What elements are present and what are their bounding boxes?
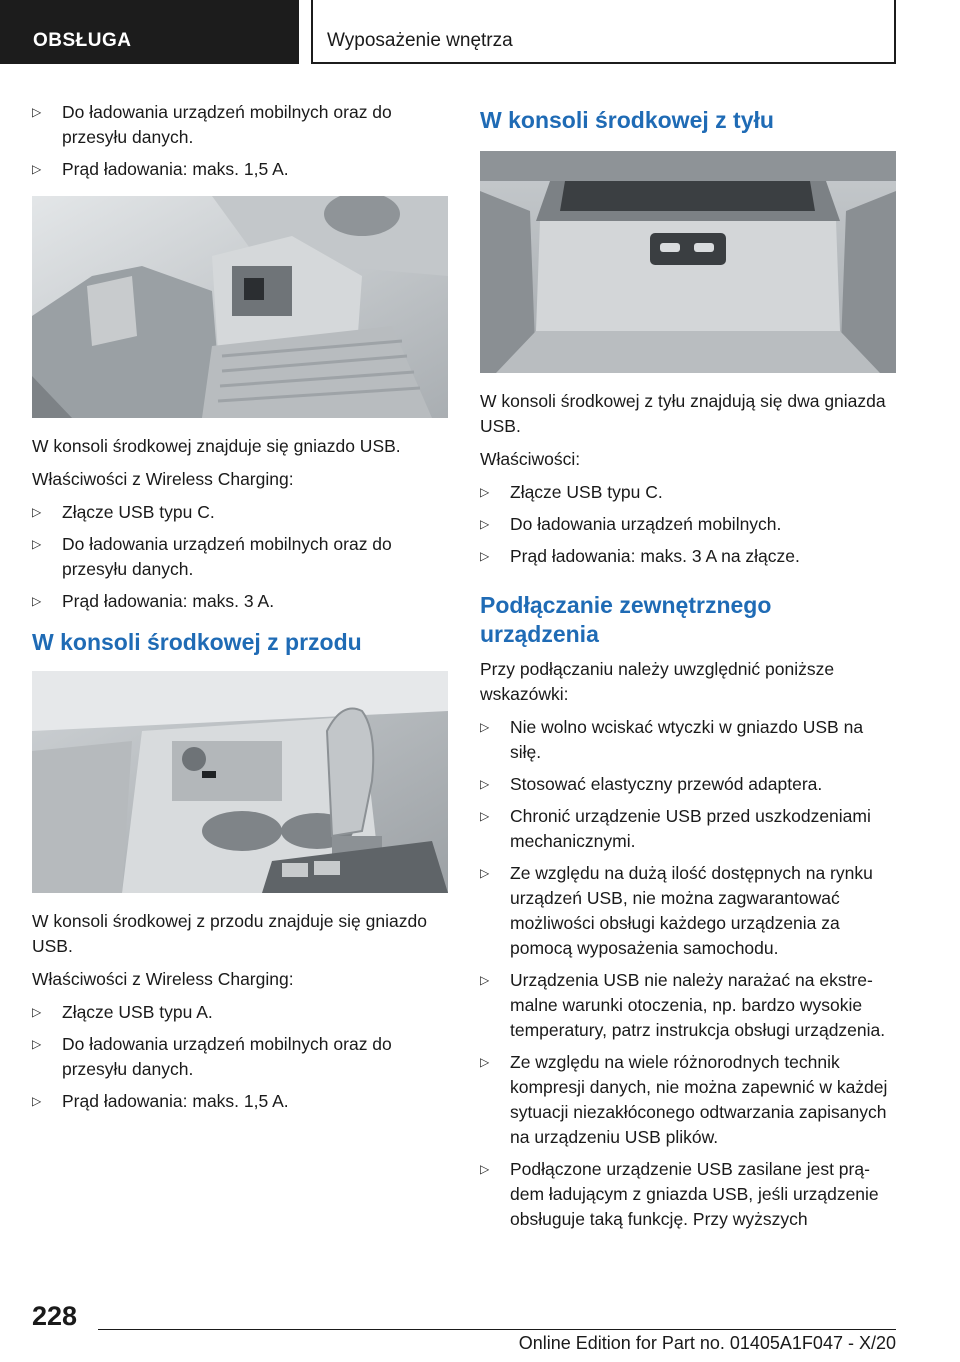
list-item: ▷ Prąd ładowania: maks. 1,5 A.: [32, 157, 448, 182]
triangle-bullet-icon: ▷: [480, 485, 490, 499]
list-item: ▷ Prąd ładowania: maks. 1,5 A.: [32, 1089, 448, 1114]
triangle-bullet-icon: ▷: [32, 537, 42, 551]
triangle-bullet-icon: ▷: [480, 517, 490, 531]
triangle-bullet-icon: ▷: [480, 720, 490, 734]
triangle-bullet-icon: ▷: [480, 549, 490, 563]
list-item: ▷ Do ładowania urządzeń mobilnych oraz do przesyłu danych.: [32, 102, 392, 147]
list-item: ▷ Chronić urządzenie USB przed uszkodzeniami mechanicznymi.: [480, 806, 871, 851]
triangle-bullet-icon: ▷: [480, 1055, 490, 1069]
list-item: ▷ Do ładowania urządzeń mobilnych oraz do przesyłu danych.: [32, 1034, 392, 1079]
list-item: ▷ Złącze USB typu A.: [32, 1000, 448, 1025]
right-column: [480, 100, 896, 1239]
triangle-bullet-icon: ▷: [480, 1162, 490, 1176]
triangle-bullet-icon: ▷: [32, 1005, 42, 1019]
triangle-bullet-icon: ▷: [32, 1037, 42, 1051]
paragraph: W konsoli środkowej z przodu znajduje się gniazdo USB.: [32, 911, 427, 956]
list-item: ▷ Do ładowania urządzeń mobilnych.: [480, 512, 896, 537]
front-console-usb-figure: [32, 671, 448, 893]
list-item: ▷ Prąd ładowania: maks. 3 A.: [32, 589, 448, 614]
bullet-list-front-properties: [32, 1000, 448, 1114]
list-item: ▷ Stosować elastyczny przewód adaptera.: [480, 772, 896, 797]
triangle-bullet-icon: ▷: [32, 505, 42, 519]
list-item: ▷ Złącze USB typu C.: [32, 500, 448, 525]
section-heading-rear: W konsoli środkowej z tyłu: [480, 107, 774, 133]
center-console-usb-figure: [32, 196, 448, 418]
footer-divider: [98, 1329, 896, 1330]
paragraph: Właściwości z Wireless Charging:: [32, 969, 294, 989]
bullet-list-properties: [32, 500, 448, 614]
list-item: ▷ Podłączone urządzenie USB zasilane jest prądem ładującym z gniazda USB, jeśli urządzenie obsługuje taką funkcję. Przy wyższych: [480, 1159, 879, 1229]
paragraph: Przy podłączaniu należy uwzględnić poniższe wskazówki:: [480, 659, 835, 704]
bullet-list-connect-notes: [480, 715, 896, 1232]
footer-edition: Online Edition for Part no. 01405A1F047 - X/20: [518, 1333, 896, 1353]
header-section-title: OBSŁUGA: [33, 30, 132, 51]
bullet-list-rear-properties: [480, 480, 896, 569]
list-item: ▷ Ze względu na dużą ilość dostępnych na rynku urządzeń USB, nie można zagwarantować możliwości obsługi każdego urządzenia za pomocą wyposażenia samochodu.: [480, 863, 873, 958]
section-heading-connect: Podłączanie zewnętrznego urządzenia: [480, 592, 772, 647]
list-item: ▷ Złącze USB typu C.: [480, 480, 896, 505]
bullet-list-intro: [32, 100, 448, 182]
section-heading-front: W konsoli środkowej z przodu: [32, 629, 362, 655]
triangle-bullet-icon: ▷: [480, 777, 490, 791]
header-chapter-title: Wyposażenie wnętrza: [327, 30, 513, 51]
list-item: ▷ Urządzenia USB nie należy narażać na ekstremalne warunki otoczenia, np. bardzo wysokie temperatury, patrz instrukcja obsługi urządzenia.: [480, 970, 886, 1040]
paragraph: Właściwości z Wireless Charging:: [32, 469, 294, 489]
page-number: 228: [32, 1301, 78, 1331]
paragraph: W konsoli środkowej znajduje się gniazdo USB.: [32, 436, 401, 456]
rear-console-usb-figure: [480, 151, 896, 373]
triangle-bullet-icon: ▷: [32, 594, 42, 608]
header-section-tab: [0, 0, 299, 64]
triangle-bullet-icon: ▷: [480, 809, 490, 823]
left-column: [32, 100, 448, 1121]
triangle-bullet-icon: ▷: [480, 973, 490, 987]
list-item: ▷ Nie wolno wciskać wtyczki w gniazdo USB na siłę.: [480, 717, 864, 762]
paragraph: W konsoli środkowej z tyłu znajdują się dwa gniazda USB.: [480, 391, 886, 436]
triangle-bullet-icon: ▷: [32, 162, 42, 176]
triangle-bullet-icon: ▷: [32, 105, 42, 119]
header-chapter-box: [311, 0, 896, 64]
list-item: ▷ Ze względu na wiele różnorodnych technik kompresji danych, nie można zapewnić w każdej sytuacji niezakłóconego odtwarzania zapisanych na urządzeniu USB plików.: [480, 1052, 888, 1147]
triangle-bullet-icon: ▷: [32, 1094, 42, 1108]
triangle-bullet-icon: ▷: [480, 866, 490, 880]
list-item: ▷ Prąd ładowania: maks. 3 A na złącze.: [480, 544, 896, 569]
list-item: ▷ Do ładowania urządzeń mobilnych oraz do przesyłu danych.: [32, 534, 392, 579]
paragraph: Właściwości:: [480, 449, 581, 469]
